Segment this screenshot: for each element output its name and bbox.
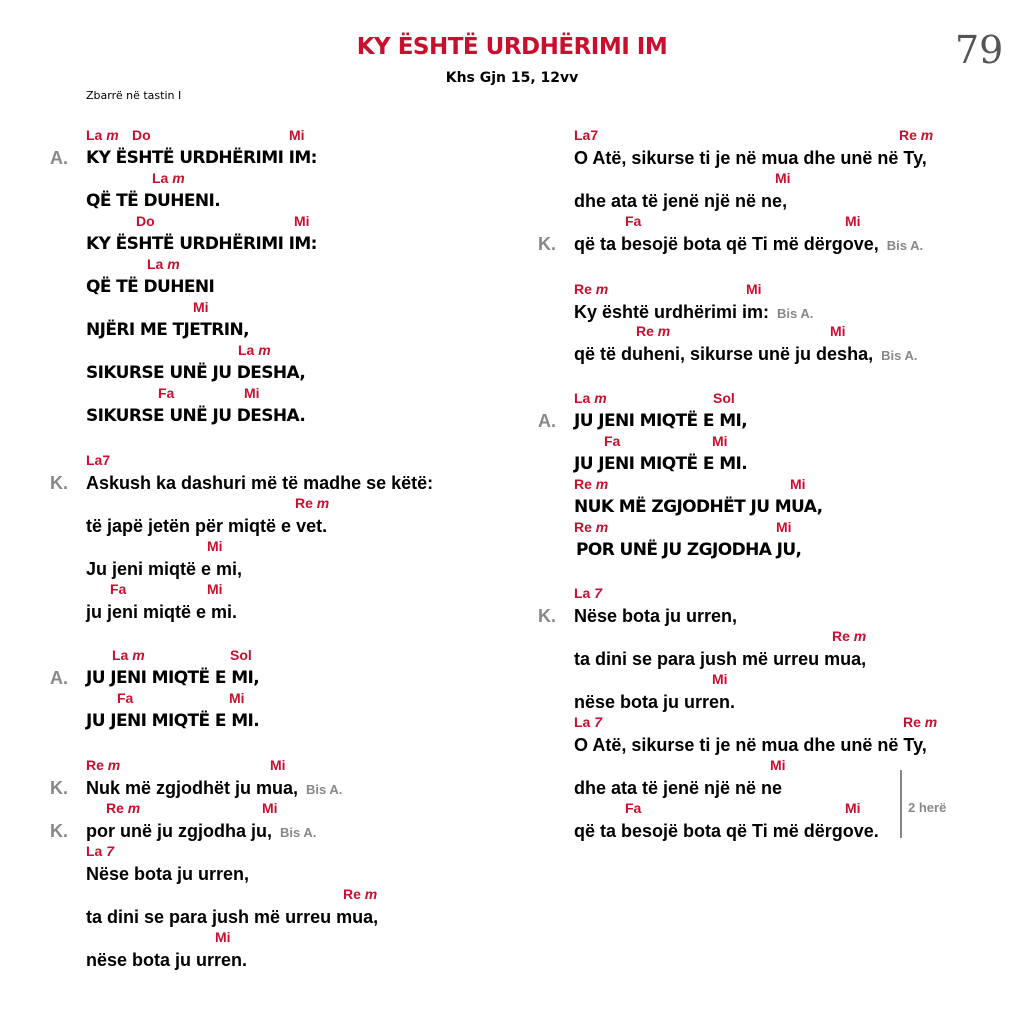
lyric-line: nëse bota ju urren. (86, 950, 248, 970)
bis-note: Bis A. (886, 238, 924, 253)
section-label-a: A. (538, 411, 556, 431)
bis-note: Bis A. (306, 782, 343, 797)
repeat-twice-note: 2 herë (908, 800, 947, 815)
scripture-reference: Khs Gjn 15, 12vv (445, 70, 579, 86)
section-label-k: K. (50, 473, 68, 493)
section-label-a: A. (50, 148, 68, 168)
lyric-line: POR UNË JU ZGJODHA JU, (576, 540, 802, 560)
lyric-line: Ky është urdhërimi im: Bis A. (574, 302, 814, 322)
lyric-line: ju jeni miqtë e mi. (86, 602, 238, 622)
lyric-line: që ta besojë bota që Ti më dërgove, Bis A. (574, 234, 924, 254)
lyric-line: JU JENI MIQTË E MI, (86, 668, 260, 688)
song-title: KY ËSHTË URDHËRIMI IM (356, 34, 668, 60)
section-label-k: K. (538, 234, 556, 254)
lyric-line: Nëse bota ju urren, (86, 864, 250, 884)
lyric-line: SIKURSE UNË JU DESHA, (86, 363, 306, 383)
lyric-line: dhe ata të jenë një në ne, (574, 191, 788, 211)
section-label-k: K. (538, 606, 556, 626)
lyric-line: O Atë, sikurse ti je në mua dhe unë në Ty, (574, 735, 927, 755)
lyric-line: QË TË DUHENI (86, 277, 215, 297)
section-label-k: K. (50, 821, 68, 841)
lyric-line: JU JENI MIQTË E MI. (86, 711, 260, 731)
lyric-line: O Atë, sikurse ti je në mua dhe unë në Ty, (574, 148, 927, 168)
lyric-line: KY ËSHTË URDHËRIMI IM: (86, 234, 317, 254)
lyric-line: Nuk më zgjodhët ju mua, Bis A. (86, 778, 343, 798)
lyric-line: Ju jeni miqtë e mi, (86, 559, 243, 579)
lyric-line: Nëse bota ju urren, (574, 606, 738, 626)
lyric-line: SIKURSE UNË JU DESHA. (86, 406, 306, 426)
lyric-line: NUK MË ZGJODHËT JU MUA, (574, 497, 823, 517)
lyric-line: por unë ju zgjodha ju, Bis A. (86, 821, 317, 841)
bis-note: Bis A. (280, 825, 317, 840)
lyric-line: Askush ka dashuri më të madhe se këtë: (86, 473, 434, 493)
lyric-line: JU JENI MIQTË E MI, (574, 411, 748, 431)
section-label-k: K. (50, 778, 68, 798)
bis-note: Bis A. (881, 348, 918, 363)
lyric-line: nëse bota ju urren. (574, 692, 736, 712)
lyric-line: dhe ata të jenë një në ne (574, 778, 783, 798)
section-label-a: A. (50, 668, 68, 688)
lyric-line: që të duheni, sikurse unë ju desha, Bis A. (574, 344, 918, 364)
lyric-line: QË TË DUHENI. (86, 191, 221, 211)
capo-note: Zbarrë në tastin I (86, 89, 182, 102)
lyric-line: që ta besojë bota që Ti më dërgove. (574, 821, 879, 841)
lyric-line: JU JENI MIQTË E MI. (574, 454, 748, 474)
page-number: 79 (955, 28, 1004, 72)
lyric-line: të japë jetën për miqtë e vet. (86, 516, 328, 536)
lyric-line: KY ËSHTË URDHËRIMI IM: (86, 148, 317, 168)
lyric-line: NJËRI ME TJETRIN, (86, 320, 249, 340)
repeat-bracket (900, 770, 902, 838)
lyric-line: ta dini se para jush më urreu mua, (574, 649, 867, 669)
lyric-line: ta dini se para jush më urreu mua, (86, 907, 379, 927)
bis-note: Bis A. (777, 306, 814, 321)
